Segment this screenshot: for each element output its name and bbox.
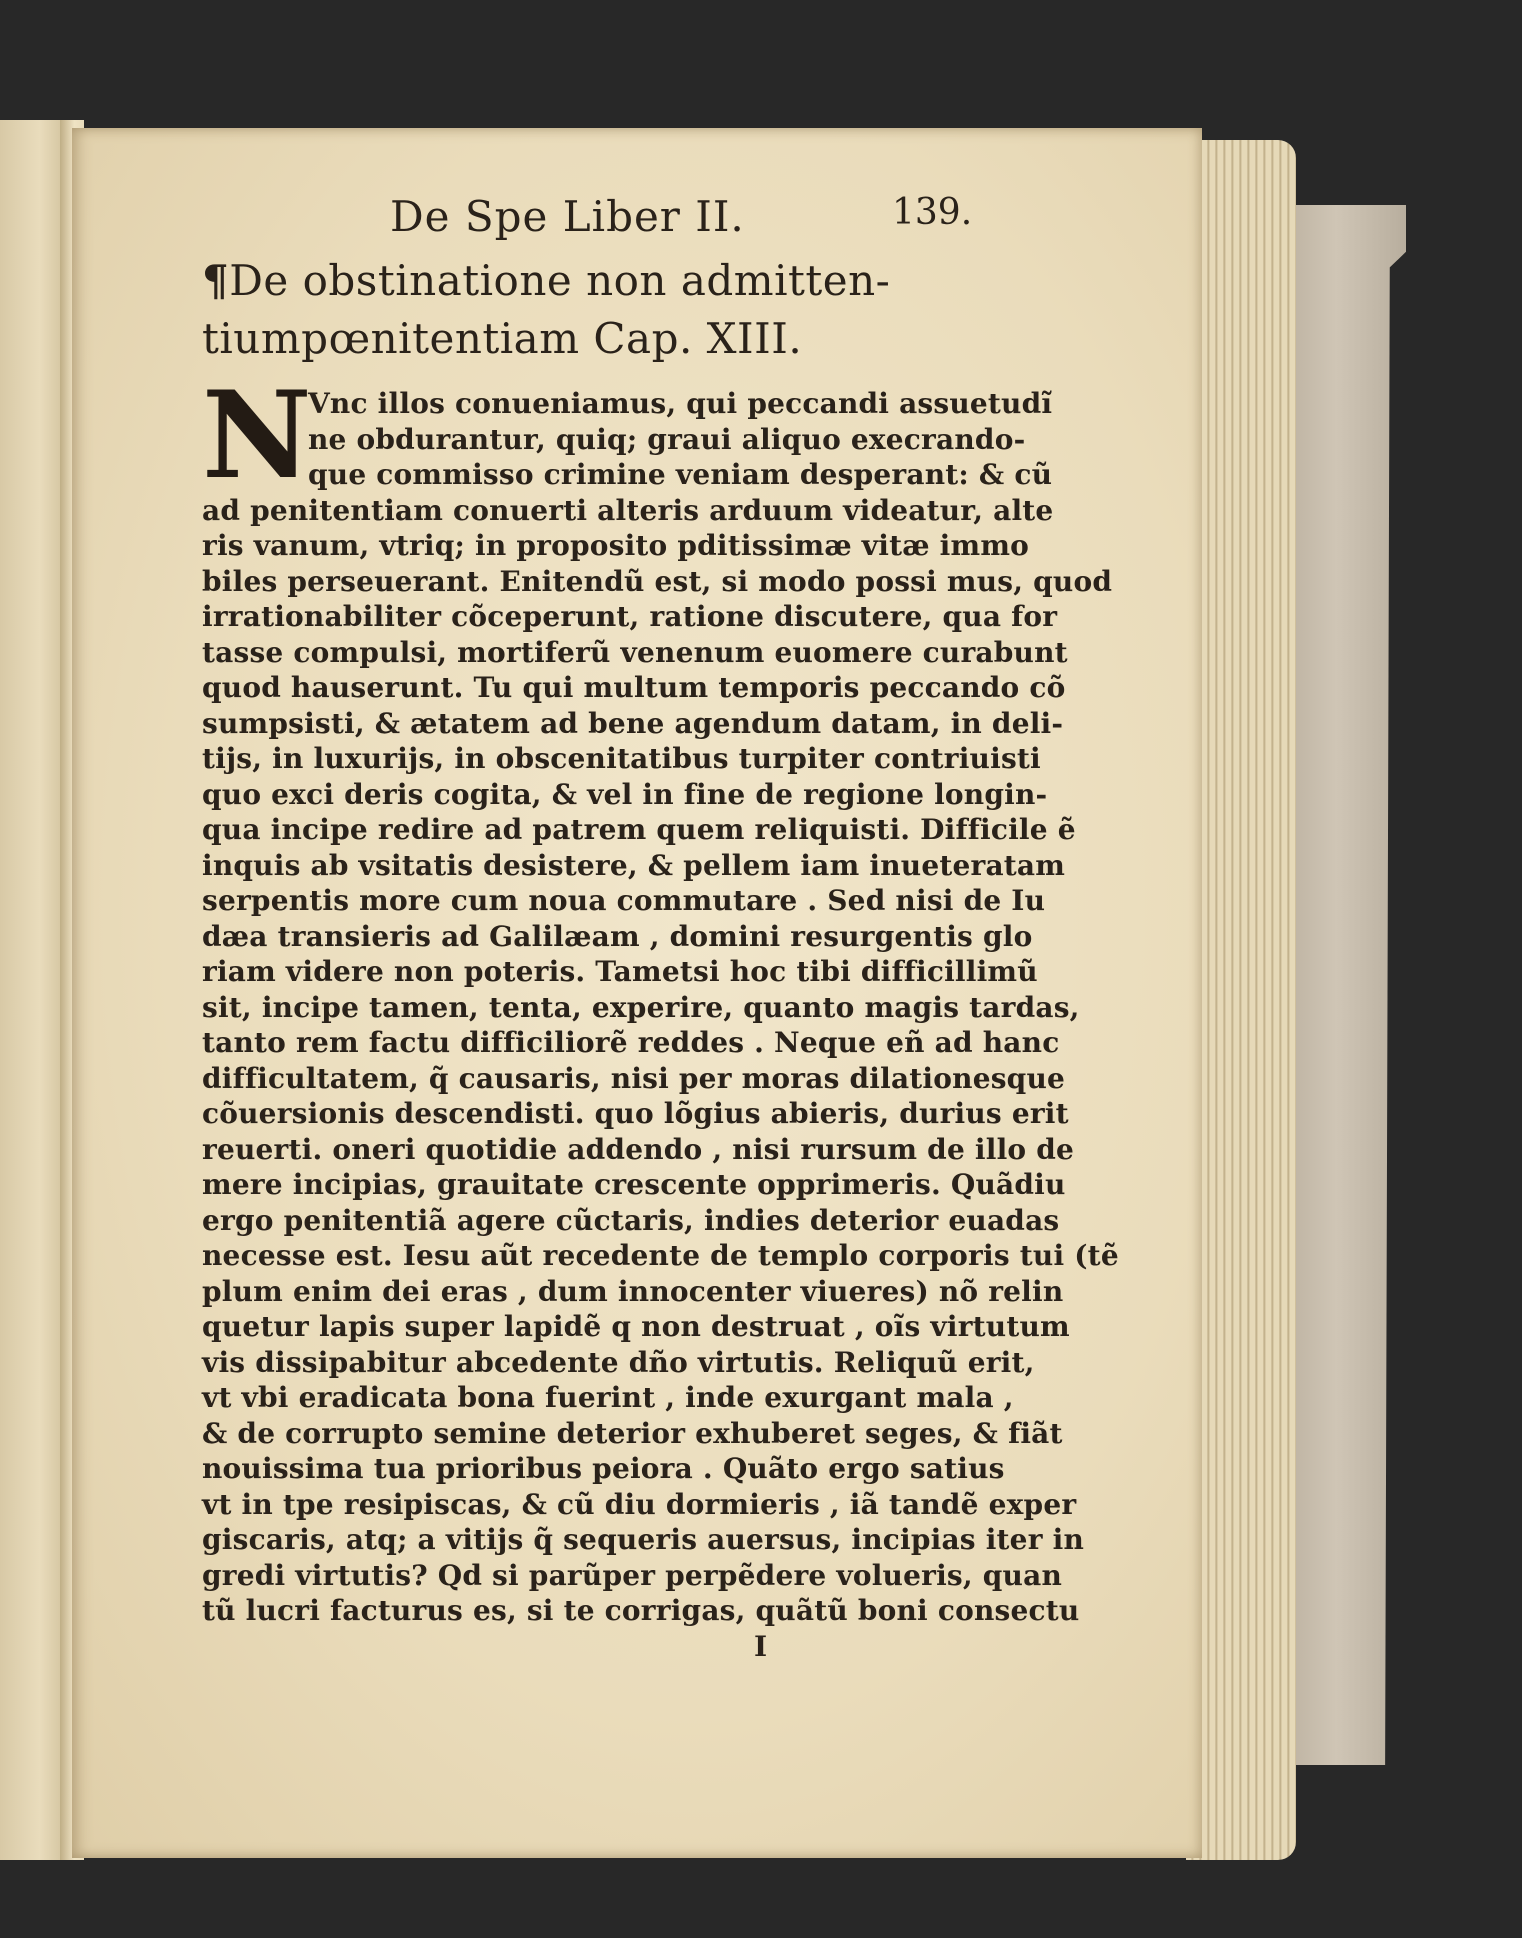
- drop-initial: N: [202, 365, 312, 506]
- text-line: vis dissipabitur abcedente dño virtutis. Reliquũ erit,: [202, 1345, 1035, 1379]
- chapter-heading-text: De obstinatione non admitten-: [229, 256, 891, 305]
- pilcrow-mark: ¶: [202, 256, 230, 305]
- chapter-heading-line: [202, 252, 1062, 310]
- text-line: tanto rem factu difficiliorẽ reddes . Neque eñ ad hanc: [202, 1026, 1060, 1059]
- chapter-heading-line: tiumpœnitentiam Cap. XIII.: [202, 314, 803, 363]
- text-line: biles perseuerant. Enitendũ est, si modo possi mus, quod: [202, 564, 1113, 598]
- text-line: vt in tpe resipiscas, & cũ diu dormieris , iã tandẽ exper: [202, 1487, 1077, 1521]
- text-line: serpentis more cum noua commutare . Sed nisi de Iu: [202, 884, 1046, 917]
- text-line: difficultatem, q̃ causaris, nisi per moras dilationesque: [202, 1061, 1066, 1095]
- text-line: vt vbi eradicata bona fuerint , inde exurgant mala ,: [202, 1381, 1014, 1414]
- text-line: sit, incipe tamen, tenta, experire, quanto magis tardas,: [202, 990, 1080, 1024]
- page-block-edges: [1186, 140, 1296, 1860]
- page-marker-slip: [1290, 205, 1406, 1765]
- text-line: ris vanum, vtriq; in proposito pditissimæ vitæ immo: [202, 529, 1030, 562]
- text-line: que commisso crimine veniam desperant: & cũ: [308, 458, 1053, 491]
- text-line: dæa transieris ad Galilæam , domini resurgentis glo: [202, 919, 1033, 953]
- text-line: giscaris, atq; a vitijs q̃ sequeris auersus, incipias iter in: [202, 1523, 1084, 1556]
- text-line: inquis ab vsitatis desistere, & pellem iam inueteratam: [202, 848, 1066, 882]
- text-line: mere incipias, grauitate crescente opprimeris. Quãdiu: [202, 1168, 1066, 1201]
- text-line: ergo penitentiã agere cũctaris, indies deterior euadas: [202, 1203, 1060, 1237]
- text-line: plum enim dei eras , dum innocenter viueres) nõ relin: [202, 1274, 1064, 1308]
- text-line: ad penitentiam conuerti alteris arduum videatur, alte: [202, 493, 1054, 527]
- text-block: [202, 184, 1119, 1665]
- text-line: tijs, in luxurijs, in obscenitatibus turpiter contriuisti: [202, 742, 1041, 775]
- text-line: & de corrupto semine deterior exhuberet seges, & fiãt: [202, 1416, 1063, 1450]
- text-line: quo exci deris cogita, & vel in fine de regione longin-: [202, 777, 1048, 811]
- text-line: qua incipe redire ad patrem quem reliquisti. Difficile ẽ: [202, 813, 1076, 846]
- running-title: De Spe Liber II.: [390, 192, 745, 241]
- text-line: irrationabiliter cõceperunt, ratione discutere, qua for: [202, 600, 1058, 633]
- text-line: cõuersionis descendisti. quo lõgius abieris, durius erit: [202, 1097, 1069, 1130]
- text-line: riam videre non poteris. Tametsi hoc tibi difficillimũ: [202, 955, 1038, 988]
- text-line: quetur lapis super lapidẽ q non destruat , oĩs virtutum: [202, 1310, 1070, 1343]
- text-line: quod hauserunt. Tu qui multum temporis peccando cõ: [202, 671, 1066, 704]
- text-line: sumpsisti, & ætatem ad bene agendum datam, in deli-: [202, 706, 1064, 740]
- text-line: tasse compulsi, mortiferũ venenum euomere curabunt: [202, 635, 1068, 669]
- running-head: [202, 184, 1062, 248]
- catchword: I: [754, 1629, 768, 1663]
- text-line: necesse est. Iesu aũt recedente de templo corporis tui (tẽ: [202, 1239, 1119, 1272]
- chapter-heading: [202, 252, 1062, 368]
- text-line: reuerti. oneri quotidie addendo , nisi rursum de illo de: [202, 1132, 1075, 1166]
- text-line: tũ lucri facturus es, si te corrigas, quãtũ boni consectu: [202, 1594, 1080, 1627]
- text-line: ne obdurantur, quiq; graui aliquo execrando-: [308, 422, 1026, 456]
- body-text: [202, 365, 1119, 1665]
- text-line: Vnc illos conueniamus, qui peccandi assuetudĩ: [308, 387, 1053, 420]
- book-page: [72, 128, 1202, 1858]
- folio-number: 139.: [892, 192, 973, 233]
- text-line: gredi virtutis? Qd si parũper perpẽdere volueris, quan: [202, 1558, 1063, 1592]
- text-line: nouissima tua prioribus peiora . Quãto ergo satius: [202, 1452, 1005, 1485]
